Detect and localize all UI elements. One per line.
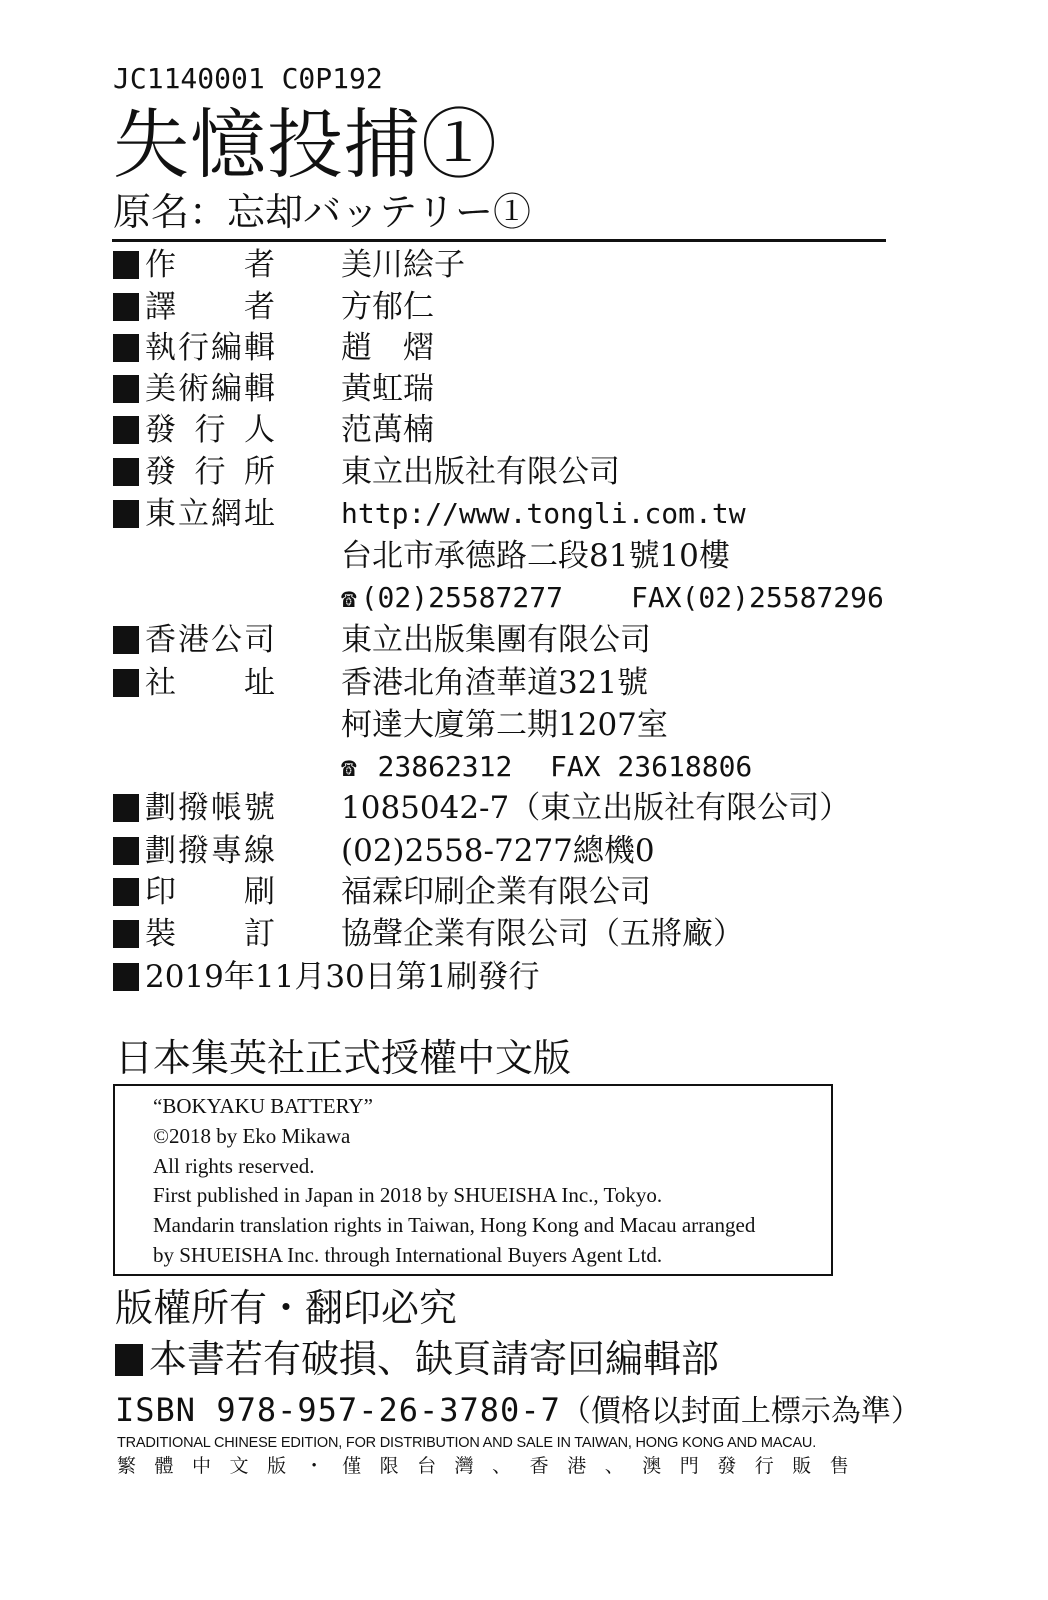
- edition-notice-char: 文: [229, 1455, 249, 1477]
- price-note: （價格以封面上標示為準）: [560, 1394, 921, 1429]
- edition-notice-char: 售: [829, 1455, 849, 1477]
- bullet-square: [113, 669, 139, 697]
- edition-notice-char: 版: [267, 1455, 287, 1477]
- credit-label: 執行編輯: [145, 330, 275, 366]
- credit-value: 台北市承德路二段81號10樓: [341, 538, 730, 574]
- bullet-square: [113, 920, 139, 948]
- fax-number: FAX(02)25587296: [631, 581, 884, 614]
- credit-label: 社 址: [145, 665, 275, 701]
- credit-label: 東立網址: [145, 496, 275, 532]
- credit-value: 范萬楠: [341, 412, 434, 448]
- phone-icon: ☎: [341, 753, 357, 783]
- edition-notice-char: 僅: [342, 1455, 362, 1477]
- isbn: ISBN 978-957-26-3780-7: [115, 1391, 561, 1429]
- rights-line: First published in Japan in 2018 by SHUEISHA Inc., Tokyo.: [153, 1183, 663, 1207]
- title-divider: [112, 239, 886, 242]
- phone-icon: ☎: [341, 584, 357, 614]
- bullet-square: [113, 334, 139, 362]
- credit-value: 協聲企業有限公司（五將廠）: [341, 916, 744, 952]
- edition-notice-char: 中: [192, 1455, 212, 1477]
- bullet-square: [113, 878, 139, 906]
- rights-line: Mandarin translation rights in Taiwan, Hong Kong and Macau arranged: [153, 1213, 756, 1237]
- credit-value: 趙 熠: [341, 330, 434, 366]
- edition-notice-char: 繁: [117, 1455, 137, 1477]
- credit-label: 作 者: [145, 247, 275, 283]
- edition-notice-char: 販: [792, 1455, 812, 1477]
- credit-value: 香港北角渣華道321號: [341, 665, 649, 701]
- bullet-square: [113, 500, 139, 528]
- fax-number: FAX 23618806: [550, 750, 753, 783]
- bullet-square: [113, 963, 139, 991]
- edition-notice-char: 限: [379, 1455, 399, 1477]
- edition-notice-char: ・: [304, 1455, 324, 1477]
- rights-line: by SHUEISHA Inc. through International Buyers Agent Ltd.: [153, 1243, 663, 1267]
- original-title: 原名：忘却バッテリー①: [113, 190, 532, 234]
- edition-notice-char: 、: [492, 1455, 512, 1477]
- credit-label: 印 刷: [145, 874, 275, 910]
- edition-notice-char: 澳: [642, 1455, 662, 1477]
- credit-value: 福霖印刷企業有限公司: [341, 874, 651, 910]
- phone-number: 23862312: [377, 750, 513, 783]
- bullet-square: [113, 837, 139, 865]
- catalog-code: JC1140001 C0P192: [113, 62, 383, 95]
- credit-label: 劃撥專線: [145, 833, 275, 869]
- edition-notice-char: 發: [717, 1455, 737, 1477]
- bullet-square: [113, 794, 139, 822]
- book-title: 失憶投捕①: [113, 100, 498, 189]
- bullet-square: [115, 1344, 143, 1376]
- publish-date: 2019年11月30日第1刷發行: [145, 959, 540, 995]
- phone-number: (02)25587277: [360, 581, 563, 614]
- edition-notice-char: 灣: [454, 1455, 474, 1477]
- authorization-statement: 日本集英社正式授權中文版: [115, 1036, 572, 1080]
- bullet-square: [113, 416, 139, 444]
- isbn-row: [115, 1388, 921, 1434]
- credit-value: 東立出版社有限公司: [341, 454, 620, 490]
- rights-line: “BOKYAKU BATTERY”: [153, 1094, 373, 1118]
- credit-label: 劃撥帳號: [145, 790, 275, 826]
- edition-notice-zh: [117, 1453, 849, 1479]
- damage-notice-row: [115, 1334, 719, 1384]
- credit-value: 方郁仁: [341, 289, 434, 325]
- copyright-notice: 版權所有・翻印必究: [115, 1286, 458, 1330]
- rights-box: [113, 1084, 833, 1276]
- edition-notice-char: 香: [529, 1455, 549, 1477]
- rights-line: ©2018 by Eko Mikawa: [153, 1124, 351, 1148]
- edition-notice-char: 台: [417, 1455, 437, 1477]
- damage-notice: 本書若有破損、缺頁請寄回編輯部: [149, 1337, 720, 1381]
- edition-notice-char: 、: [604, 1455, 624, 1477]
- credit-label: 美術編輯: [145, 371, 275, 407]
- edition-notice-char: 港: [567, 1455, 587, 1477]
- bullet-square: [113, 626, 139, 654]
- credit-label: 裝 訂: [145, 916, 275, 952]
- edition-notice-char: 體: [154, 1455, 174, 1477]
- credit-label: 譯 者: [145, 289, 275, 325]
- edition-notice-en: TRADITIONAL CHINESE EDITION, FOR DISTRIBUTION AND SALE IN TAIWAN, HONG KONG AND MACAU.: [117, 1435, 817, 1451]
- bullet-square: [113, 375, 139, 403]
- bullet-square: [113, 251, 139, 279]
- bullet-square: [113, 293, 139, 321]
- rights-line: All rights reserved.: [153, 1154, 315, 1178]
- credit-value: 1085042-7（東立出版社有限公司）: [341, 790, 851, 826]
- bullet-square: [113, 458, 139, 486]
- edition-notice-char: 行: [754, 1455, 774, 1477]
- credit-value: 柯達大廈第二期1207室: [341, 707, 668, 743]
- credit-value: 東立出版集團有限公司: [341, 622, 651, 658]
- credit-label: 發行所: [145, 454, 275, 490]
- credit-value: (02)2558-7277總機0: [341, 833, 655, 869]
- edition-notice-char: 門: [679, 1455, 699, 1477]
- website-url[interactable]: http://www.tongli.com.tw: [341, 497, 746, 530]
- credit-label: 香港公司: [145, 622, 275, 658]
- credit-value: 美川絵子: [341, 247, 465, 283]
- publish-date-row: [113, 956, 540, 998]
- credit-value: 黃虹瑞: [341, 371, 434, 407]
- credit-label: 發行人: [145, 412, 275, 448]
